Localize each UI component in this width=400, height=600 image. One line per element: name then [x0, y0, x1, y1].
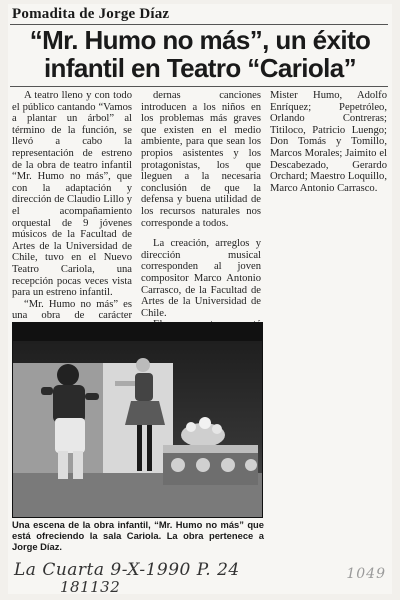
- paragraph: Mister Humo, Adolfo Enríquez; Pepetróleo, Orlando Contreras; Titiloco, Patricio Luengo; Don Tomás y Tomillo, Marcos Morales; Jaimito el Descabezado, Gerardo Orchard; Maestro Loquillo, Marco Antonio Carrasco.: [270, 90, 387, 194]
- paragraph: A teatro lleno y con todo el público cantando “Vamos a plantar un árbol” al término de la función, se llevó a cabo la representación de estreno de la obra de teatro infantil “Mr. Humo no más”, que con la adaptación y dirección de Claudio Lillo y el acompañamiento orquestal de 9 jóvenes músicos de la Facultad de Artes de la Universidad de Chile, tuvo en el Nuevo Teatro Cariola, una recepción pocas veces vista para un estreno infantil.: [12, 90, 132, 299]
- article-column-3: [270, 90, 387, 194]
- photo-caption: Una escena de la obra infantil, “Mr. Humo no más” que está ofreciendo la sala Cariola. La obra pertenece a Jorge Díaz.: [12, 519, 264, 552]
- handwritten-source-note: La Cuarta 9-X-1990 P. 24: [14, 560, 240, 580]
- headline-line-1: “Mr. Humo no más”, un éxito: [29, 25, 371, 55]
- paragraph: dernas canciones introducen a los niños en los problemas más graves que existen en el medio ambiente, para que sean los propios asistentes y los protagonistas, los que lleguen a la necesaria conclusión de que la defensa y buena utilidad de los recursos naturales nos corresponde a todos.: [141, 90, 261, 229]
- paragraph: “Mr. Humo no más” es una obra de carácter: [12, 298, 132, 322]
- paragraph: La creación, arreglos y dirección musical corresponden al joven compositor Marco Antonio Carrasco, de la Facultad de Artes de la Universidad de Chile.: [141, 238, 261, 319]
- kicker: Pomadita de Jorge Díaz: [12, 6, 170, 22]
- handwritten-catalog-number: 181132: [60, 578, 121, 596]
- stage-photo: [12, 322, 263, 518]
- stage-scene-image: [13, 323, 262, 517]
- headline-line-2: infantil en Teatro “Cariola”: [43, 53, 357, 83]
- headline: [10, 26, 390, 82]
- archive-stamp: 1049: [346, 566, 386, 582]
- divider: [10, 86, 388, 87]
